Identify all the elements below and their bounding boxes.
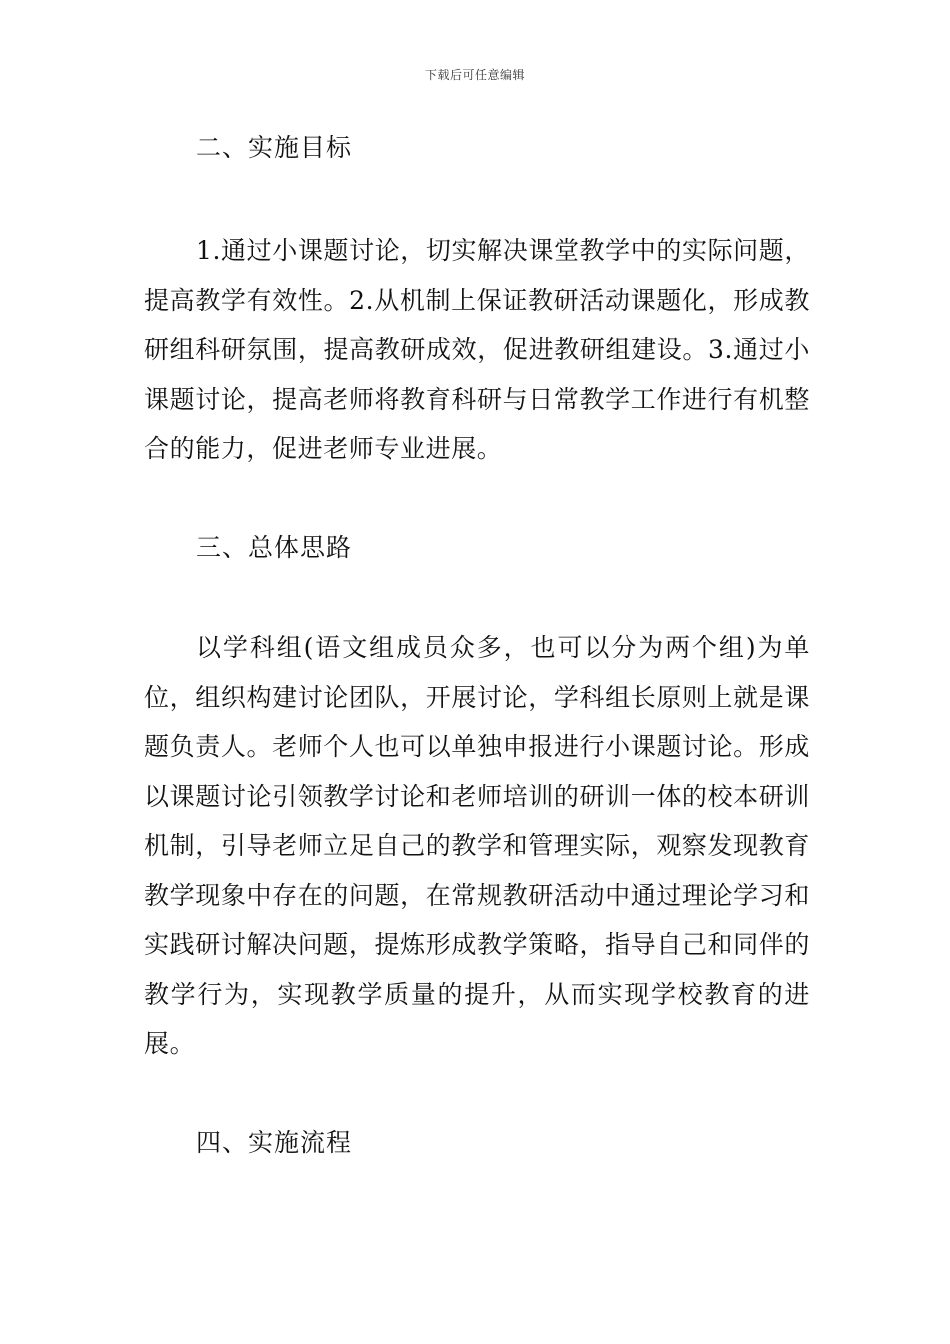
section-paragraph-goals: 1.通过小课题讨论，切实解决课堂教学中的实际问题，提高教学有效性。2.从机制上保证教研活动课题化，形成教研组科研氛围，提高教研成效，促进教研组建设。3.通过小课题讨论，提高老师将教育科研与日常教学工作进行有机整合的能力，促进老师专业进展。 (144, 236, 810, 463)
section-heading-approach: 三、总体思路 (196, 533, 353, 562)
section-heading-goals: 二、实施目标 (196, 133, 353, 162)
section-heading-process: 四、实施流程 (196, 1128, 353, 1157)
section-paragraph-approach: 以学科组(语文组成员众多，也可以分为两个组)为单位，组织构建讨论团队，开展讨论，学科组长原则上就是课题负责人。老师个人也可以单独申报进行小课题讨论。形成以课题讨论引领教学讨论和老师培训的研训一体的校本研训机制，引导老师立足自己的教学和管理实际，观察发现教育教学现象中存在的问题，在常规教研活动中通过理论学习和实践研讨解决问题，提炼形成教学策略，指导自己和同伴的教学行为，实现教学质量的提升，从而实现学校教育的进展。 (144, 633, 810, 1058)
header-note: 下载后可任意编辑 (424, 68, 525, 82)
